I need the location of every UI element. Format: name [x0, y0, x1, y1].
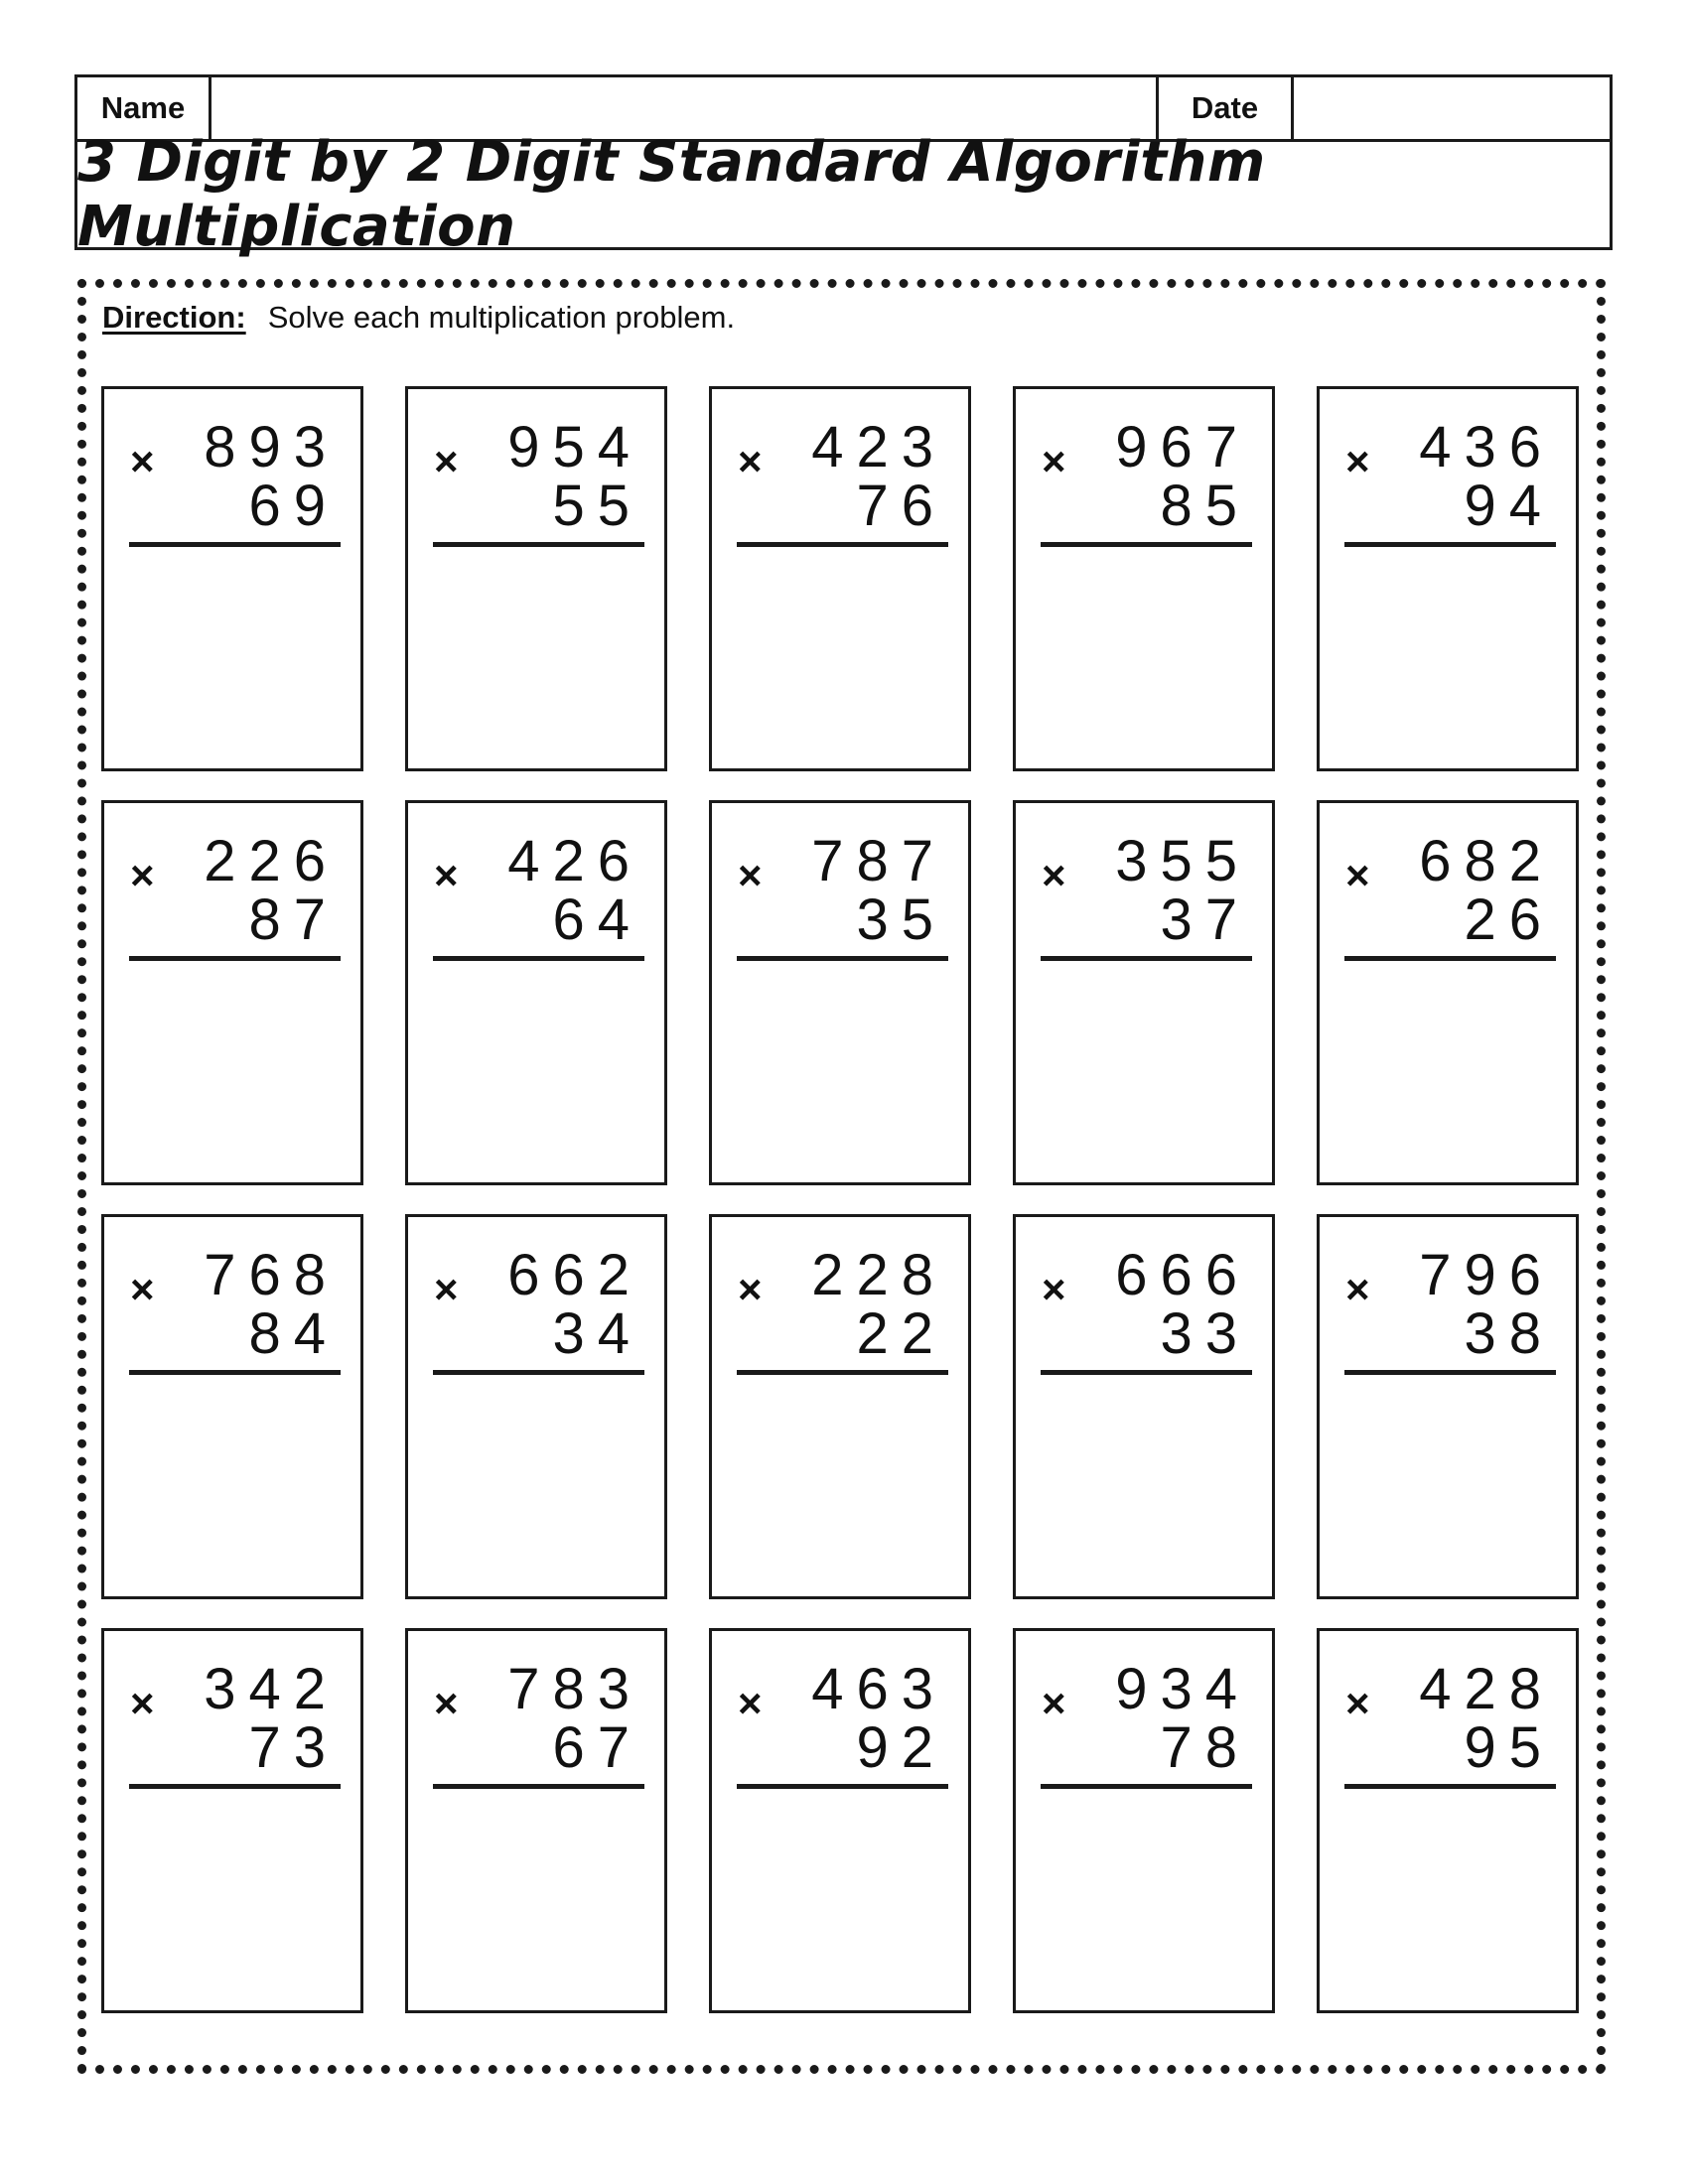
- answer-line: [433, 542, 644, 547]
- multiply-sign: ×: [130, 1680, 155, 1726]
- answer-line: [433, 1784, 644, 1789]
- multiplier: 26: [1464, 887, 1554, 952]
- multiply-sign: ×: [130, 1266, 155, 1312]
- problem-box[interactable]: [405, 1628, 667, 2013]
- problem-box[interactable]: [1317, 800, 1579, 1185]
- multiplicand: 934: [1115, 1657, 1250, 1721]
- problem-box[interactable]: [101, 1214, 363, 1599]
- multiplier: 64: [552, 887, 642, 952]
- multiply-sign: ×: [1345, 1680, 1370, 1726]
- answer-line: [129, 542, 341, 547]
- multiply-sign: ×: [130, 438, 155, 484]
- answer-line: [129, 1784, 341, 1789]
- multiplicand: 342: [204, 1657, 339, 1721]
- problem-box[interactable]: [709, 800, 971, 1185]
- multiplier: 73: [248, 1715, 339, 1780]
- multiplier: 35: [856, 887, 946, 952]
- multiplier: 55: [552, 474, 642, 538]
- multiplicand: 787: [811, 829, 946, 893]
- problem-box[interactable]: [709, 1628, 971, 2013]
- answer-line: [737, 956, 948, 961]
- problem-box[interactable]: [709, 1214, 971, 1599]
- multiplicand: 893: [204, 415, 339, 479]
- multiplier: 37: [1160, 887, 1250, 952]
- multiplier: 33: [1160, 1301, 1250, 1366]
- date-label: Date: [1159, 77, 1294, 139]
- answer-line: [1041, 1784, 1252, 1789]
- direction-text: Solve each multiplication problem.: [267, 300, 736, 335]
- multiply-sign: ×: [1042, 1680, 1066, 1726]
- multiplicand: 226: [204, 829, 339, 893]
- multiplier: 76: [856, 474, 946, 538]
- multiplicand: 662: [507, 1243, 642, 1307]
- multiplier: 34: [552, 1301, 642, 1366]
- multiplicand: 783: [507, 1657, 642, 1721]
- multiplicand: 666: [1115, 1243, 1250, 1307]
- problem-box[interactable]: [405, 1214, 667, 1599]
- direction-label: Direction:: [102, 300, 246, 335]
- worksheet-title: 3 Digit by 2 Digit Standard Algorithm Multiplication: [77, 130, 1266, 259]
- multiplier: 67: [552, 1715, 642, 1780]
- multiplicand: 768: [204, 1243, 339, 1307]
- multiply-sign: ×: [738, 1680, 763, 1726]
- problem-box[interactable]: [101, 1628, 363, 2013]
- problem-box[interactable]: [1317, 1214, 1579, 1599]
- answer-line: [737, 1784, 948, 1789]
- multiply-sign: ×: [1345, 852, 1370, 898]
- problem-box[interactable]: [709, 386, 971, 771]
- multiplier: 69: [248, 474, 339, 538]
- multiply-sign: ×: [1042, 852, 1066, 898]
- multiplicand: 463: [811, 1657, 946, 1721]
- answer-line: [1344, 1784, 1556, 1789]
- direction-line: [102, 300, 735, 336]
- multiplicand: 428: [1419, 1657, 1554, 1721]
- multiply-sign: ×: [1345, 438, 1370, 484]
- multiplicand: 355: [1115, 829, 1250, 893]
- problem-box[interactable]: [1013, 386, 1275, 771]
- answer-line: [129, 1370, 341, 1375]
- problem-box[interactable]: [1317, 1628, 1579, 2013]
- answer-line: [433, 1370, 644, 1375]
- answer-line: [1041, 1370, 1252, 1375]
- problem-box[interactable]: [1013, 800, 1275, 1185]
- multiplier: 22: [856, 1301, 946, 1366]
- multiplier: 38: [1464, 1301, 1554, 1366]
- multiply-sign: ×: [434, 438, 459, 484]
- problem-box[interactable]: [405, 800, 667, 1185]
- answer-line: [1041, 542, 1252, 547]
- multiplicand: 228: [811, 1243, 946, 1307]
- multiply-sign: ×: [738, 1266, 763, 1312]
- multiply-sign: ×: [1042, 1266, 1066, 1312]
- problem-box[interactable]: [1317, 386, 1579, 771]
- multiply-sign: ×: [434, 852, 459, 898]
- answer-line: [737, 542, 948, 547]
- problem-box[interactable]: [405, 386, 667, 771]
- problem-box[interactable]: [1013, 1214, 1275, 1599]
- multiplier: 85: [1160, 474, 1250, 538]
- multiplicand: 423: [811, 415, 946, 479]
- multiplicand: 426: [507, 829, 642, 893]
- answer-line: [1041, 956, 1252, 961]
- multiplicand: 682: [1419, 829, 1554, 893]
- worksheet-header: [74, 74, 1613, 259]
- multiplicand: 796: [1419, 1243, 1554, 1307]
- answer-line: [433, 956, 644, 961]
- problem-box[interactable]: [101, 386, 363, 771]
- multiplier: 78: [1160, 1715, 1250, 1780]
- multiply-sign: ×: [434, 1680, 459, 1726]
- answer-line: [1344, 542, 1556, 547]
- multiplicand: 436: [1419, 415, 1554, 479]
- name-label: Name: [77, 77, 211, 139]
- multiply-sign: ×: [1345, 1266, 1370, 1312]
- multiplier: 87: [248, 887, 339, 952]
- multiplier: 94: [1464, 474, 1554, 538]
- problem-box[interactable]: [101, 800, 363, 1185]
- multiply-sign: ×: [738, 438, 763, 484]
- multiplier: 84: [248, 1301, 339, 1366]
- answer-line: [1344, 1370, 1556, 1375]
- multiply-sign: ×: [434, 1266, 459, 1312]
- multiply-sign: ×: [1042, 438, 1066, 484]
- answer-line: [129, 956, 341, 961]
- multiplier: 95: [1464, 1715, 1554, 1780]
- multiplicand: 954: [507, 415, 642, 479]
- multiply-sign: ×: [130, 852, 155, 898]
- multiplicand: 967: [1115, 415, 1250, 479]
- problem-box[interactable]: [1013, 1628, 1275, 2013]
- answer-line: [1344, 956, 1556, 961]
- answer-line: [737, 1370, 948, 1375]
- multiply-sign: ×: [738, 852, 763, 898]
- multiplier: 92: [856, 1715, 946, 1780]
